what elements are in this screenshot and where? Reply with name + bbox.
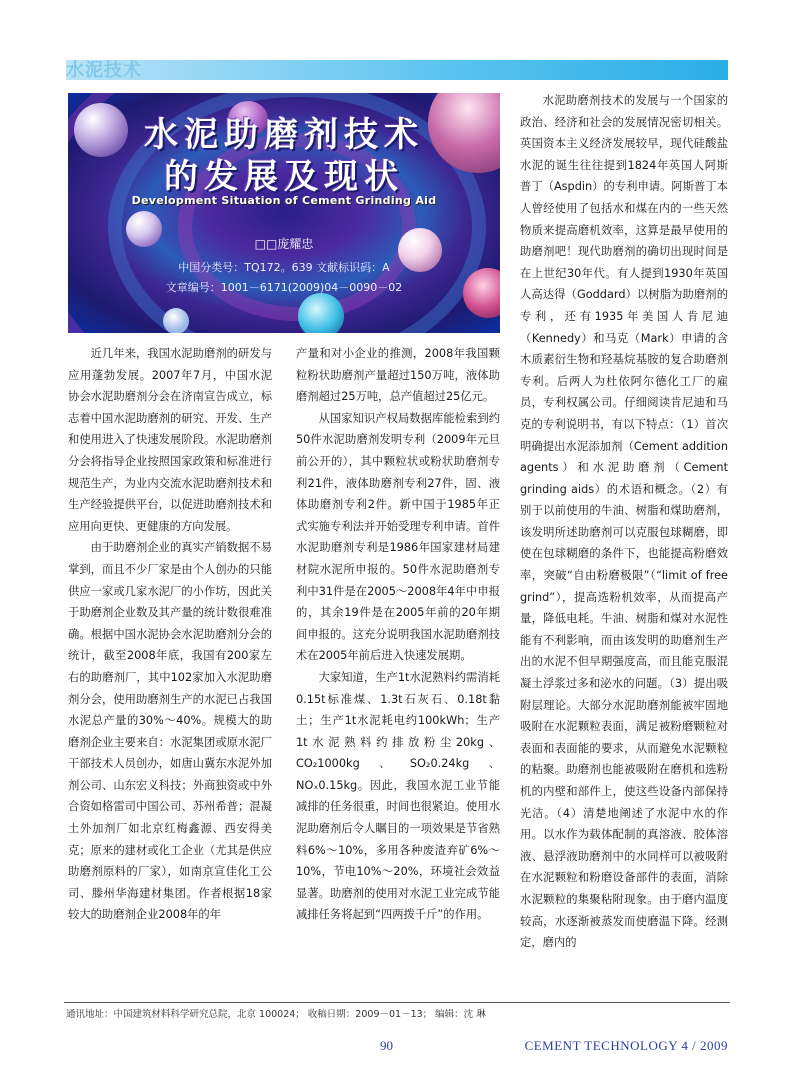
paragraph: 近几年来，我国水泥助磨剂的研发与应用蓬勃发展。2007年7月，中国水泥协会水泥助磨剂分会在济南宣告成立，标志着中国水泥助磨剂的研究、开发、生产和使用进入了快速发展阶段。水泥助磨剂分会将指导企业按照国家政策和标准进行规范生产，为业内交流水泥助磨剂技术和生产经验提供平台，以促进助磨剂技术和应用向更快、更健康的方向发展。 [68,347,272,533]
section-label: 水泥技术 [66,60,142,81]
paragraph: 从国家知识产权局数据库能检索到约50件水泥助磨剂发明专利（2009年元旦前公开的），其中颗粒状或粉状助磨剂专利21件，液体助磨剂专利27件，固、液体助磨剂专利2件。新中国于1985年正式实施专利法并开始受理专利申请。首件水泥助磨剂专利是1986年国家建材局建材院水泥所申报的。50件水泥助磨剂专利中31件是在2005～2008年4年中申报的，其余19件是在2005年前的20年期间申报的。这充分说明我国水泥助磨剂技术在2005年前后进入快速发展期。 [296,411,500,663]
title-banner [68,93,500,333]
page-number: 90 [380,1038,393,1053]
paragraph: 由于助磨剂企业的真实产销数据不易掌到，而且不少厂家是由个人创办的只能供应一家或几家水泥厂的小作坊，因此关于助磨剂企业数及其产量的统计数很难准确。根据中国水泥协会水泥助磨剂分会的统计，截至2008年底，我国有200家左右的助磨剂厂，其中102家加入水泥助磨剂分会，使用助磨剂生产的水泥已占我国水泥总产量的30%～40%。规模大的助磨剂企业主要来自：水泥集团或原水泥厂干部技术人员创办，如唐山冀东水泥外加剂公司、山东宏义科技；外商独资或中外合资如格雷司中国公司、苏州希普；混凝土外加剂厂如北京红梅鑫源、西安得美克；原来的建材或化工企业（尤其是供应助磨剂原料的厂家），如南京宣佳化工公司、滕州华海建材集团。作者根据18家较大的助磨剂企业2008年的年 [68,541,272,922]
decor-sphere [163,308,189,333]
decor-sphere [298,293,344,333]
title-line-2: 的发展及现状 [164,157,404,197]
article-number: 文章编号：1001－6171(2009)04－0090－02 [165,281,403,294]
paragraph: 大家知道，生产1t水泥熟料约需消耗0.15t标准煤、1.3t石灰石、0.18t黏土；生产1t水泥耗电约100kWh；生产1t水泥熟料约排放粉尘20kg、CO₂1000kg、SO₂0.24kg、NOₓ0.15kg。因此，我国水泥工业节能减排的任务很重，时间也很紧迫。使用水泥助磨剂后令人瞩目的一项效果是节省熟料6%～10%，多用各种废渣弃矿6%～10%，节电10%～20%，环境社会效益显著。助磨剂的使用对水泥工业完成节能减排任务将起到“四两拨千斤”的作用。 [296,670,500,922]
paragraph: 水泥助磨剂技术的发展与一个国家的政治、经济和社会的发展情况密切相关。英国资本主义经济发展较早，现代硅酸盐水泥的诞生往往提到1824年英国人阿斯普丁（Aspdin）的专利申请。阿斯普丁本人曾经使用了包括水和煤在内的一些天然物质来提高磨机效率，这算是最早使用的助磨剂吧！现代助磨剂的确切出现时间是在上世纪30年代。有人提到1930年英国人高达得（Goddard）以树脂为助磨剂的专利，还有1935年美国人肯尼迪（Kennedy）和马克（Mark）申请的含木质素衍生物和羟基烷基胺的复合助磨剂专利。后两人为杜依阿尔德化工厂的雇员，专利权属公司。仔细阅读肯尼迪和马克的专利说明书，有以下特点：（1）首次明确提出水泥添加剂（Cement addition agents）和水泥助磨剂（Cement grinding aids）的术语和概念。（2）有别于以前使用的牛油、树脂和煤助磨剂，该发明所述助磨剂可以克服包球糊磨，即使在包球糊磨的条件下，也能提高粉磨效率，突破“自由粉磨极限”（“limit of free grind”），提高选粉机效率，从而提高产量，降低电耗。牛油、树脂和煤对水泥性能有不利影响，而由该发明的助磨剂生产出的水泥不但早期强度高，而且能克服混凝土浮浆过多和泌水的问题。（3）提出吸附层理论。大部分水泥助磨剂能被牢固地吸附在水泥颗粒表面，满足被粉磨颗粒对表面和表面能的要求，从而避免水泥颗粒的粘聚。助磨剂也能被吸附在磨机和选粉机的内壁和部件上，使这些设备内部保持光洁。（4）清楚地阐述了水泥中水的作用。以水作为载体配制的真溶液、胶体溶液、悬浮液助磨剂中的水同样可以被吸附在水泥颗粒和粉磨设备部件的表面，消除水泥颗粒的集聚粘附现象。由于磨内温度较高，水逐渐被蒸发而使磨温下降。经测定，磨内的 [520,94,728,950]
section-header-bar [66,60,728,80]
text-column-left [68,343,272,926]
title-line-1: 水泥助磨剂技术 [144,115,424,155]
classification-line: 中国分类号：TQ172。639 文献标识码：A [178,261,390,274]
footer-note: 通讯地址：中国建筑材料科学研究总院，北京 100024； 收稿日期：2009－01－13； 编辑：沈 琳 [66,1009,486,1020]
paragraph: 产量和对小企业的推测，2008年我国颗粒粉状助磨剂产量超过150万吨，液体助磨剂超过25万吨，总产值超过25亿元。 [296,347,500,404]
journal-name: CEMENT TECHNOLOGY 4 / 2009 [524,1038,728,1053]
english-subtitle: Development Situation of Cement Grinding Aid [131,194,437,207]
author: □□庞耀忠 [254,237,314,251]
text-column-middle [296,343,500,926]
text-column-right [520,90,728,954]
footer-divider [64,1002,730,1003]
